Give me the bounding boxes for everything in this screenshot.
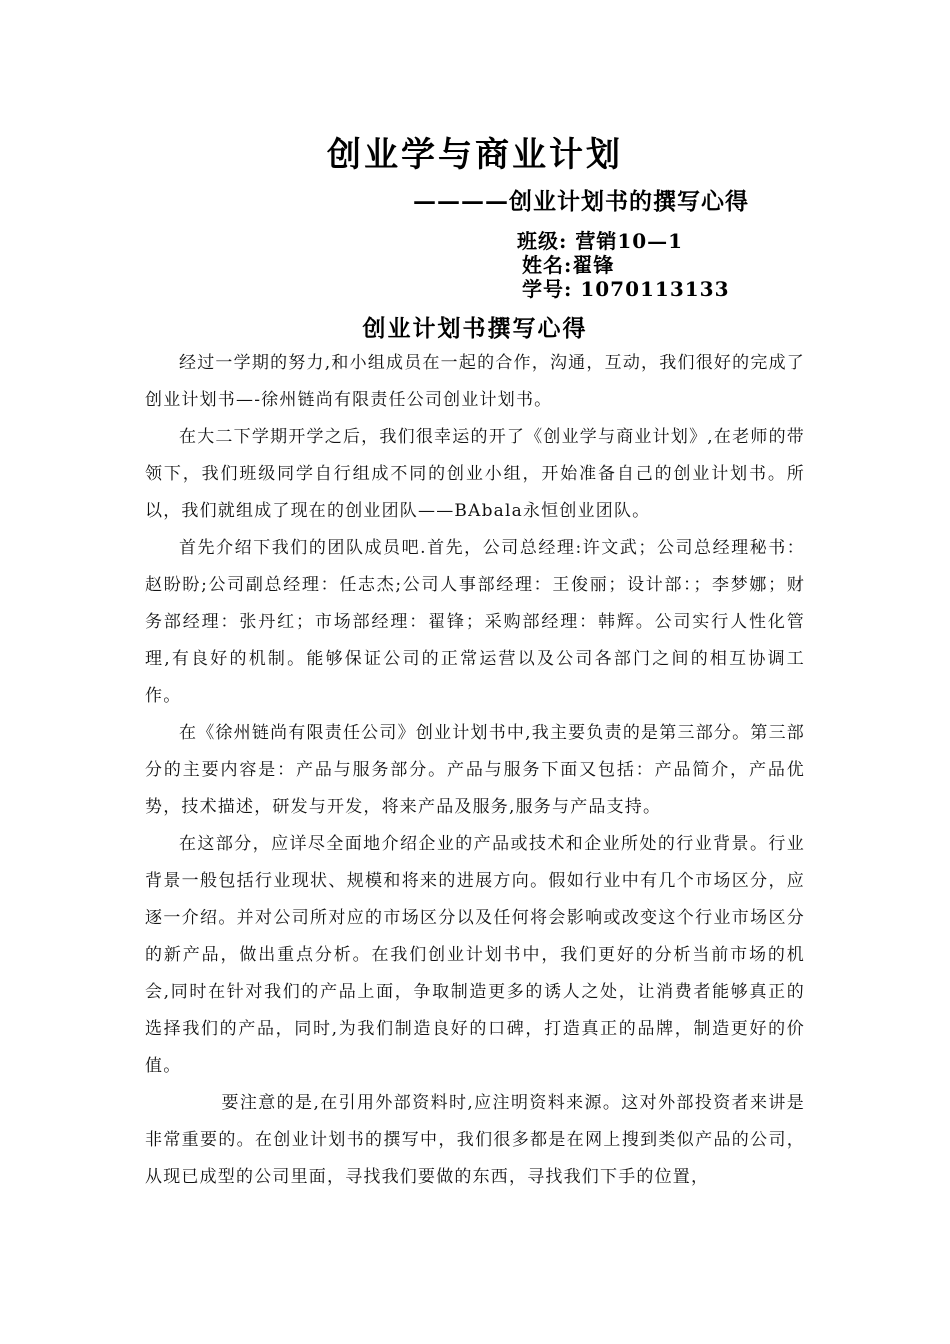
body-text	[145, 345, 805, 1196]
name-line: 姓名:翟锋	[522, 253, 615, 277]
student-id-line: 学号: 1070113133	[522, 277, 730, 301]
section-heading: 创业计划书撰写心得	[362, 315, 588, 342]
paragraph: 首先介绍下我们的团队成员吧.首先，公司总经理:许文武；公司总经理秘书：赵盼盼;公司副总经理：任志杰;公司人事部经理：王俊丽；设计部：；李梦娜；财务部经理：张丹红；市场部经理：翟锋；采购部经理：韩辉。公司实行人性化管理,有良好的机制。能够保证公司的正常运营以及公司各部门之间的相互协调工作。	[145, 538, 805, 706]
document-title: 创业学与商业计划	[327, 135, 623, 175]
paragraph: 要注意的是,在引用外部资料时,应注明资料来源。这对外部投资者来讲是非常重要的。在创业计划书的撰写中，我们很多都是在网上搜到类似产品的公司，从现已成型的公司里面，寻找我们要做的东西，寻找我们下手的位置，	[145, 1093, 805, 1187]
document-subtitle: ————创业计划书的撰写心得	[413, 188, 749, 215]
paragraph: 经过一学期的努力,和小组成员在一起的合作，沟通，互动，我们很好的完成了创业计划书—-徐州链尚有限责任公司创业计划书。	[145, 353, 805, 410]
paragraph: 在这部分，应详尽全面地介绍企业的产品或技术和企业所处的行业背景。行业背景一般包括行业现状、规模和将来的进展方向。假如行业中有几个市场区分，应逐一介绍。并对公司所对应的市场区分以及任何将会影响或改变这个行业市场区分的新产品，做出重点分析。在我们创业计划书中，我们更好的分析当前市场的机会,同时在针对我们的产品上面，争取制造更多的诱人之处，让消费者能够真正的选择我们的产品，同时,为我们制造良好的口碑，打造真正的品牌，制造更好的价值。	[145, 834, 805, 1076]
paragraph: 在《徐州链尚有限责任公司》创业计划书中,我主要负责的是第三部分。第三部分的主要内容是：产品与服务部分。产品与服务下面又包括：产品简介，产品优势，技术描述，研发与开发，将来产品及服务,服务与产品支持。	[145, 723, 805, 817]
paragraph: 在大二下学期开学之后，我们很幸运的开了《创业学与商业计划》,在老师的带领下，我们班级同学自行组成不同的创业小组，开始准备自己的创业计划书。所以，我们就组成了现在的创业团队——BAbala永恒创业团队。	[145, 427, 805, 521]
class-line: 班级: 营销10—1	[517, 229, 684, 253]
